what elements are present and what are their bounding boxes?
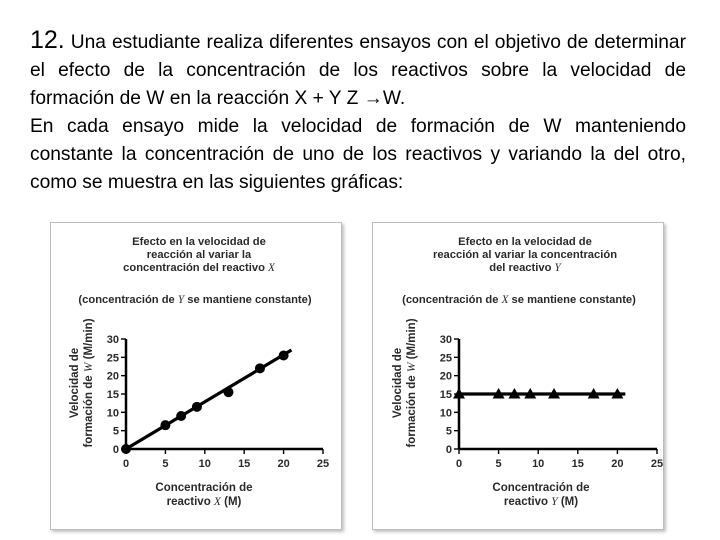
- y-tick-label: 20: [106, 370, 119, 383]
- x-tick-label: 10: [198, 458, 211, 470]
- question-number: 12.: [30, 26, 65, 54]
- x-tick-label: 0: [455, 458, 463, 470]
- y-tick-label: 25: [106, 352, 119, 365]
- chart-title-line-2: reacción al variar la concentración: [432, 249, 618, 261]
- x-axis-label-line-2: reactivo X (M): [166, 496, 242, 508]
- data-point: [192, 402, 202, 412]
- x-axis-label-line-1: Concentración de: [155, 482, 253, 494]
- x-ticks: [123, 449, 329, 470]
- data-point: [160, 420, 170, 430]
- data-point: [279, 351, 289, 361]
- x-axis-label-line-1: Concentración de: [492, 482, 590, 494]
- chart-title-line-1: Efecto en la velocidad de: [458, 236, 592, 248]
- series-line: [126, 350, 291, 449]
- y-tick-label: 10: [439, 407, 452, 420]
- y-tick-label: 5: [445, 425, 452, 438]
- x-axis-label-line-2: reactivo Y (M): [503, 496, 579, 508]
- chart-subtitle: (concentración de Y se mantiene constante): [78, 294, 312, 306]
- x-tick-label: 10: [532, 458, 545, 470]
- chart-varying-x-svg: [51, 223, 341, 529]
- y-tick-label: 0: [112, 444, 119, 456]
- y-ticks: [107, 334, 126, 456]
- data-point: [255, 363, 265, 373]
- y-axis-label: [392, 318, 418, 447]
- question-line-1: Una estudiante realiza diferentes ensayos con el objetivo de determinar el efecto de la concentración de los reactivos sobre la velocidad de formación de W en la reacción X + Y Z →W.: [30, 32, 686, 109]
- y-tick-label: 5: [112, 425, 119, 438]
- y-tick-label: 30: [439, 334, 452, 346]
- x-tick-label: 25: [650, 458, 663, 470]
- chart-title-line-3: concentración del reactivo X: [123, 262, 275, 274]
- data-point: [121, 444, 131, 454]
- chart-varying-y: [372, 222, 664, 530]
- chart-varying-x: [50, 222, 342, 530]
- data-point: [176, 411, 186, 421]
- x-tick-label: 15: [571, 458, 584, 470]
- x-tick-label: 20: [277, 458, 290, 470]
- x-tick-label: 0: [122, 458, 130, 470]
- question-paragraph-1: [30, 26, 686, 113]
- x-tick-label: 5: [162, 458, 169, 470]
- x-tick-label: 25: [316, 458, 330, 470]
- svg-text:formación de W (M/min): formación de W (M/min): [406, 318, 418, 448]
- x-tick-label: 15: [238, 458, 251, 470]
- y-tick-label: 15: [439, 389, 452, 401]
- y-tick-label: 30: [106, 334, 119, 346]
- x-ticks: [456, 449, 663, 470]
- y-axis-label: [69, 318, 95, 447]
- svg-text:Velocidad de: Velocidad de: [392, 347, 404, 419]
- y-tick-label: 20: [439, 370, 452, 383]
- y-tick-label: 0: [445, 444, 452, 456]
- y-tick-label: 25: [439, 352, 452, 365]
- y-tick-label: 15: [106, 389, 119, 401]
- chart-varying-y-svg: [373, 223, 663, 529]
- question-text: [30, 26, 686, 197]
- question-paragraph-2: En cada ensayo mide la velocidad de formación de W manteniendo constante la concentración de uno de los reactivos y variando la del otro, como se muestra en las siguientes gráficas:: [30, 116, 686, 193]
- y-tick-label: 10: [106, 407, 119, 420]
- data-point: [223, 387, 233, 397]
- chart-title-line-3: del reactivo Y: [489, 262, 561, 274]
- x-tick-label: 20: [611, 458, 624, 470]
- chart-title-line-2: reacción al variar la: [146, 249, 252, 261]
- x-tick-label: 5: [495, 458, 502, 470]
- svg-text:formación de W (M/min): formación de W (M/min): [83, 318, 95, 448]
- chart-title-line-1: Efecto en la velocidad de: [132, 236, 266, 248]
- chart-subtitle: (concentración de X se mantiene constante): [402, 294, 636, 306]
- svg-text:Velocidad de: Velocidad de: [69, 347, 81, 419]
